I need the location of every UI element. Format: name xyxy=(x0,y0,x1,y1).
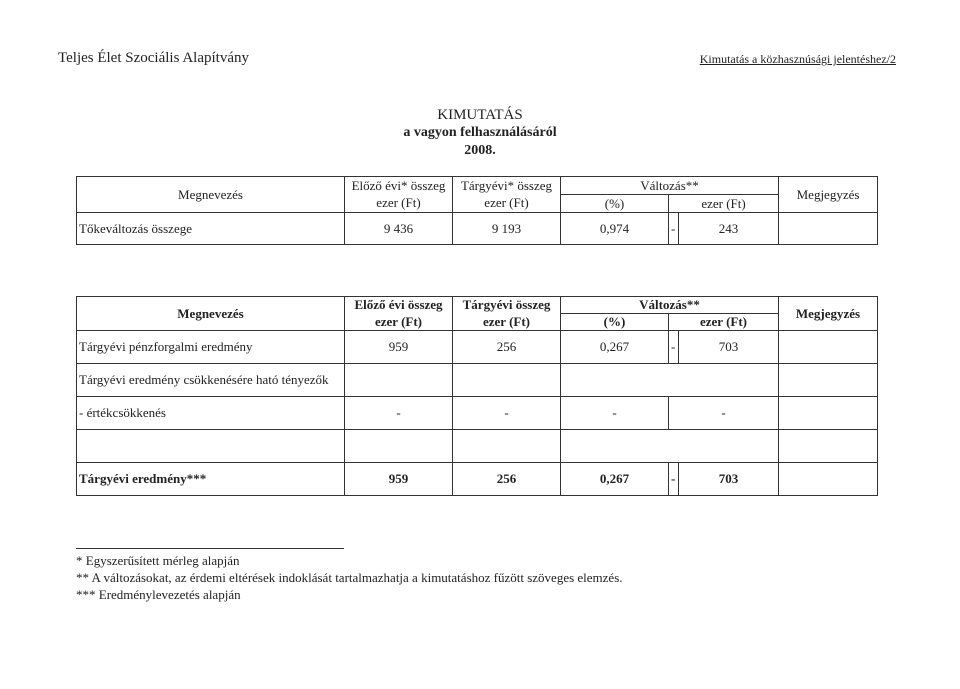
row-name: - értékcsökkenés xyxy=(77,397,345,430)
header-change-pct: (%) xyxy=(561,314,669,331)
title-year: 2008. xyxy=(464,143,496,158)
header-note: Megjegyzés xyxy=(779,177,878,213)
table-row xyxy=(77,364,878,397)
header-name: Megnevezés xyxy=(77,177,345,213)
row-ft: 703 xyxy=(679,463,779,496)
organization-name: Teljes Élet Szociális Alapítvány xyxy=(58,50,249,66)
table-row xyxy=(77,213,878,245)
row-ft: - xyxy=(669,397,779,430)
table-row xyxy=(77,463,878,496)
row-note xyxy=(779,463,878,496)
row-note xyxy=(779,213,878,245)
header-change-ft: ezer (Ft) xyxy=(669,314,779,331)
row-prev xyxy=(345,364,453,397)
header-change-ft: ezer (Ft) xyxy=(669,195,779,213)
row-sign: - xyxy=(669,213,679,245)
row-prev: 959 xyxy=(345,331,453,364)
capital-change-table xyxy=(76,176,878,245)
row-pct: - xyxy=(561,397,669,430)
row-curr: 256 xyxy=(453,331,561,364)
header-prev-unit: ezer (Ft) xyxy=(345,195,453,213)
row-pct: 0,267 xyxy=(561,463,669,496)
table-row xyxy=(77,397,878,430)
footnote-3: *** Eredménylevezetés alapján xyxy=(76,587,241,602)
header-curr-unit: ezer (Ft) xyxy=(453,314,561,331)
header-note: Megjegyzés xyxy=(779,297,878,331)
row-curr: 256 xyxy=(453,463,561,496)
row-curr: 9 193 xyxy=(453,213,561,245)
row-name: Tárgyévi pénzforgalmi eredmény xyxy=(77,331,345,364)
footnote-1: * Egyszerűsített mérleg alapján xyxy=(76,553,240,568)
title-block xyxy=(0,106,960,160)
row-pct: 0,267 xyxy=(561,331,669,364)
row-curr xyxy=(453,430,561,463)
header-change-pct: (%) xyxy=(561,195,669,213)
header-change: Változás** xyxy=(561,177,779,195)
footnotes xyxy=(76,548,623,603)
result-table xyxy=(76,296,878,496)
row-prev: 9 436 xyxy=(345,213,453,245)
row-prev: - xyxy=(345,397,453,430)
row-prev xyxy=(345,430,453,463)
header-curr-amount: Tárgyévi összeg xyxy=(453,297,561,314)
header-prev-amount: Előző évi összeg xyxy=(345,297,453,314)
row-prev: 959 xyxy=(345,463,453,496)
header-prev-unit: ezer (Ft) xyxy=(345,314,453,331)
title-main: KIMUTATÁS xyxy=(437,107,523,123)
header-name: Megnevezés xyxy=(77,297,345,331)
header-curr-amount: Tárgyévi* összeg xyxy=(453,177,561,195)
report-reference: Kimutatás a közhasznúsági jelentéshez/2 xyxy=(699,52,896,66)
header-change: Változás** xyxy=(561,297,779,314)
header-curr-unit: ezer (Ft) xyxy=(453,195,561,213)
row-sign: - xyxy=(669,463,679,496)
row-curr xyxy=(453,364,561,397)
row-change xyxy=(561,364,779,397)
row-name: Tárgyévi eredmény csökkenésére ható tényezők xyxy=(77,364,345,397)
row-ft: 243 xyxy=(679,213,779,245)
row-change xyxy=(561,430,779,463)
row-sign: - xyxy=(669,331,679,364)
row-name xyxy=(77,430,345,463)
row-ft: 703 xyxy=(679,331,779,364)
row-curr: - xyxy=(453,397,561,430)
footnote-divider xyxy=(76,548,344,549)
row-name: Tárgyévi eredmény*** xyxy=(77,463,345,496)
table-row xyxy=(77,331,878,364)
row-note xyxy=(779,430,878,463)
row-note xyxy=(779,364,878,397)
header-prev-amount: Előző évi* összeg xyxy=(345,177,453,195)
row-pct: 0,974 xyxy=(561,213,669,245)
title-subtitle: a vagyon felhasználásáról xyxy=(403,125,557,140)
row-note xyxy=(779,331,878,364)
table-row xyxy=(77,430,878,463)
row-note xyxy=(779,397,878,430)
footnote-2: ** A változásokat, az érdemi eltérések indoklását tartalmazhatja a kimutatáshoz fűzött szöveges elemzés. xyxy=(76,570,623,585)
row-name: Tőkeváltozás összege xyxy=(77,213,345,245)
